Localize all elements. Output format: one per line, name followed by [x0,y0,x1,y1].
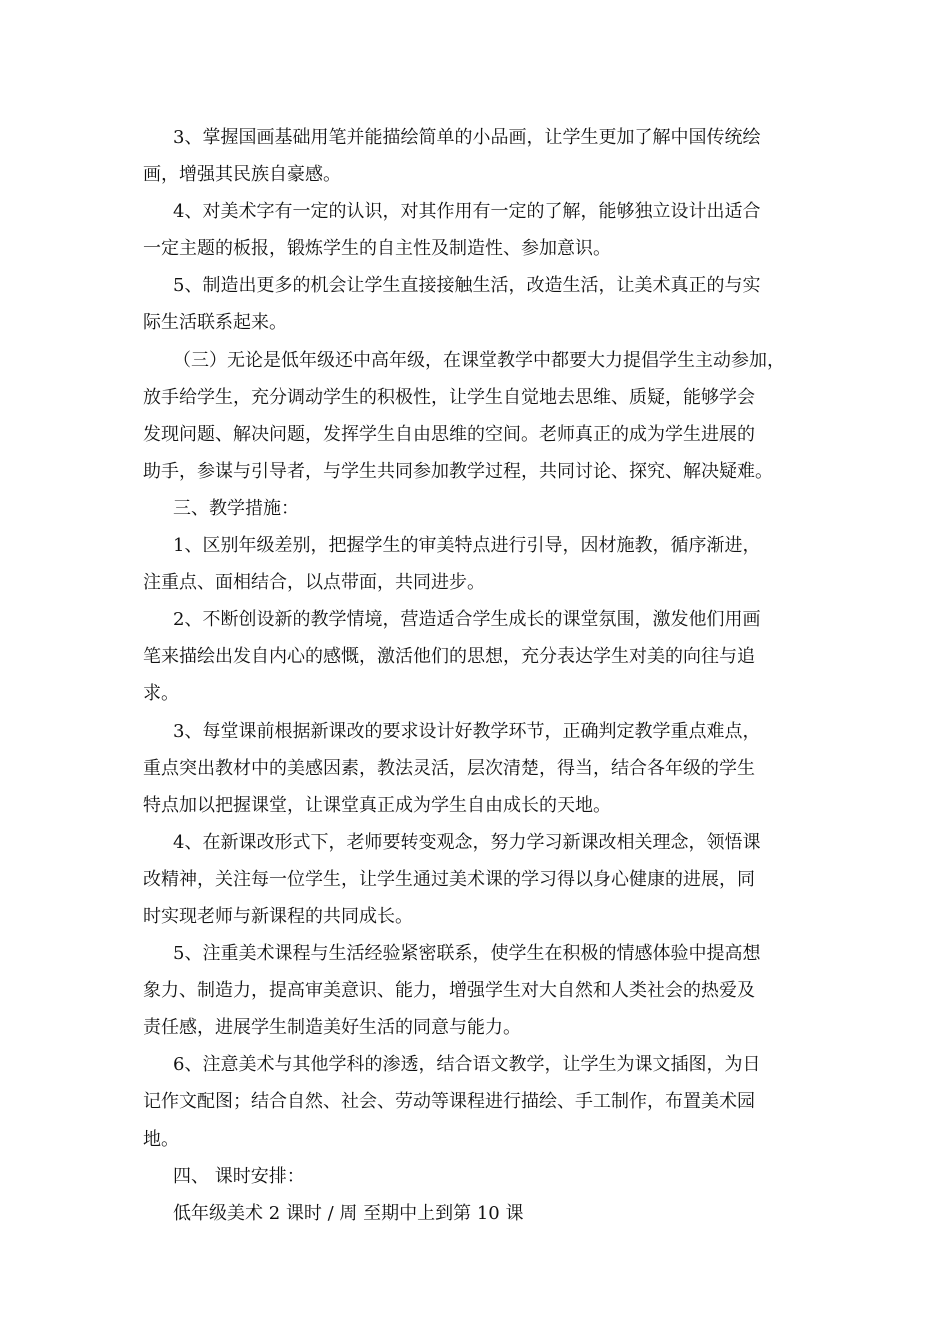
measure-item-2 [143,601,833,712]
text-line: 象力、制造力，提高审美意识、能力，增强学生对大自然和人类社会的热爱及 [143,980,755,1002]
text-line: 3、每堂课前根据新课改的要求设计好教学环节，正确判定教学重点难点， [173,720,761,742]
text-line: 特点加以把握课堂，让课堂真正成为学生自由成长的天地。 [143,794,611,816]
schedule-line-lower-grade [143,1195,833,1232]
text-line: 发现问题、解决问题，发挥学生自由思维的空间。老师真正的成为学生进展的 [143,423,755,445]
text-line: 画，增强其民族自豪感。 [143,164,341,186]
text-line: 际生活联系起来。 [143,312,287,334]
paragraph-item-5 [143,267,833,341]
text-line: 放手给学生，充分调动学生的积极性，让学生自觉地去思维、质疑，能够学会 [143,386,755,408]
text-line: 助手，参谋与引导者，与学生共同参加教学过程，共同讨论、探究、解决疑难。 [143,460,773,482]
measure-item-1 [143,527,833,601]
section-heading-teaching-measures [143,490,833,527]
document-body [143,119,833,1232]
section-heading-class-hours [143,1158,833,1195]
measure-item-4 [143,824,833,935]
text-line: 5、制造出更多的机会让学生直接接触生活，改造生活，让美术真正的与实 [173,275,761,297]
measure-item-3 [143,713,833,824]
text-line: 3、掌握国画基础用笔并能描绘简单的小品画，让学生更加了解中国传统绘 [173,127,761,148]
text-line: 重点突出教材中的美感因素，教法灵活，层次清楚，得当，结合各年级的学生 [143,757,755,779]
text-line: 2、不断创设新的教学情境，营造适合学生成长的课堂氛围，激发他们用画 [173,609,761,631]
text-line: 责任感，进展学生制造美好生活的同意与能力。 [143,1017,521,1039]
text-line: 一定主题的板报，锻炼学生的自主性及制造性、参加意识。 [143,238,611,260]
measure-item-5 [143,935,833,1046]
text-line: 注重点、面相结合，以点带面，共同进步。 [143,572,485,594]
text-line: 4、对美术字有一定的认识，对其作用有一定的了解，能够独立设计出适合 [173,201,761,223]
text-line: 时实现老师与新课程的共同成长。 [143,905,413,927]
paragraph-item-3 [143,119,833,193]
text-line: 记作文配图；结合自然、社会、劳动等课程进行描绘、手工制作，布置美术园 [143,1091,755,1113]
heading-line: 四、 课时安排： [173,1165,305,1187]
text-line: 5、注重美术课程与生活经验紧密联系，使学生在积极的情感体验中提高想 [173,943,761,965]
measure-item-6 [143,1046,833,1157]
text-line: 求。 [143,683,179,705]
text-line: 6、注意美术与其他学科的渗透，结合语文教学，让学生为课文插图，为日 [173,1054,761,1076]
text-line: 1、区别年级差别，把握学生的审美特点进行引导，因材施教，循序渐进， [173,535,761,557]
text-line: （三）无论是低年级还中高年级，在课堂教学中都要大力提倡学生主动参加， [173,349,785,371]
text-line: 笔来描绘出发自内心的感慨，激活他们的思想，充分表达学生对美的向往与追 [143,646,755,668]
text-line: 改精神，关注每一位学生，让学生通过美术课的学习得以身心健康的进展，同 [143,868,755,890]
paragraph-section-three-part [143,342,833,490]
heading-line: 三、教学措施： [173,497,299,519]
text-line: 4、在新课改形式下，老师要转变观念，努力学习新课改相关理念，领悟课 [173,831,761,853]
text-line: 地。 [143,1128,179,1150]
paragraph-item-4 [143,193,833,267]
text-line: 低年级美术 2 课时 / 周 至期中上到第 10 课 [173,1202,524,1224]
